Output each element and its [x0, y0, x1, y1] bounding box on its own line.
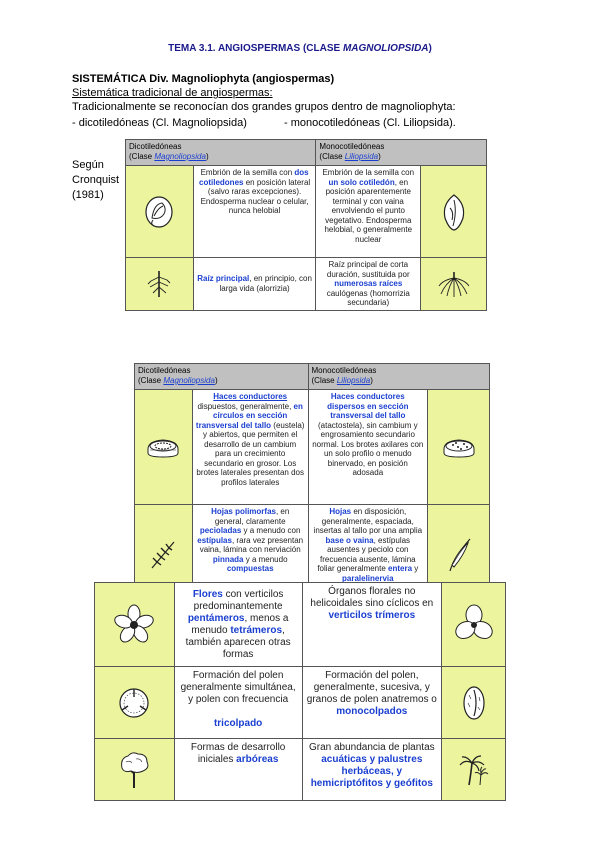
monocot-root-text: Raíz principal de corta duración, sustituida por numerosas raíces caulógenas (homorrizia secundaria) [316, 258, 421, 311]
dicot-vascular-text: Haces conductores dispuestos, generalmente, en círculos en sección transversal del tallo (eustela) y abiertos, que permiten el desarrollo de un cambium para un crecimiento secundario en grosor. Los brotes laterales presentan dos profilos laterales [192, 390, 308, 505]
monocot-seed-icon [421, 166, 487, 258]
dicot-header: Dicotiledóneas (Clase Magnoliopsida) [135, 364, 309, 390]
comparison-table-embryo-root [125, 139, 487, 311]
monocot-embryo-text: Embrión de la semilla con un solo cotiledón, en posición aparentemente terminal y con vaina envolviendo el punto vegetativo. Endosperma helobial, o generalmente nuclear [316, 166, 421, 258]
group-list [72, 116, 512, 130]
monocot-flower-text: Órganos florales no helicoidales sino cíclicos en verticilos trímeros [302, 583, 442, 667]
dicot-flower-text: Flores con verticilos predominantemente pentámeros, menos a menudo tetrámeros, también aparecen otras formas [174, 583, 302, 667]
dicot-seed-icon [126, 166, 194, 258]
tree-icon [95, 739, 175, 801]
monocot-list-item: - monocotiledóneas (Cl. Liliopsida). [284, 117, 456, 129]
liliopsida-link[interactable]: Liliopsida [336, 376, 371, 385]
dicot-header: Dicotiledóneas (Clase Magnoliopsida) [126, 140, 316, 166]
comparison-table-stem-leaf [134, 363, 490, 605]
side-label-line: Según [72, 159, 104, 171]
magnoliopsida-link[interactable]: Magnoliopsida [163, 376, 215, 385]
magnoliopsida-link[interactable]: Magnoliopsida [154, 152, 206, 161]
monocot-stem-section-icon [428, 390, 490, 505]
side-label-line: Cronquist [72, 174, 120, 186]
intro-text: Tradicionalmente se reconocían dos grandes grupos dentro de magnoliophyta: [72, 101, 456, 113]
dicot-stem-section-icon [135, 390, 193, 505]
liliopsida-link[interactable]: Liliopsida [344, 152, 379, 161]
monocot-header: Monocotiledóneas (Clase Liliopsida) [308, 364, 490, 390]
pentamerous-flower-icon [95, 583, 175, 667]
dicot-habit-text: Formas de desarrollo iniciales arbóreas [174, 739, 302, 801]
dicot-pollen-text: Formación del polen generalmente simultánea, y polen con frecuencia tricolpado [174, 667, 302, 739]
side-label [72, 158, 124, 203]
monocot-pollen-text: Formación del polen, generalmente, sucesiva, y granos de polen anatremos o monocolpados [302, 667, 442, 739]
taproot-icon [126, 258, 194, 311]
monocot-habit-text: Gran abundancia de plantas acuáticas y palustres herbáceas, y hemicriptófitos y geófitos [302, 739, 442, 801]
monocot-leaf-text: Hojas en disposición, generalmente, espaciada, insertas al tallo por una amplia base o vaina, estípulas ausentes y peciolo con frecuencia ausente, lámina foliar generalmente entera y paralelinervia [308, 505, 428, 605]
monocot-vascular-text: Haces conductores dispersos en sección transversal del tallo (atactostela), sin cambium y engrosamiento secundario normal. Los brotes axilares con un solo profilo o menudo binervado, en posición adosada [308, 390, 428, 505]
section-subheading: Sistemática tradicional de angiospermas: [72, 87, 273, 99]
comparison-table-flower-pollen-habit [94, 582, 506, 801]
dicot-leaf-text: Hojas polimorfas, en general, claramente pecioladas y a menudo con estípulas, rara vez presentan vaina, lámina con nerviación pinnada y a menudo compuestas [192, 505, 308, 605]
tricolpate-pollen-icon [95, 667, 175, 739]
dicot-root-text: Raíz principal, en principio, con larga vida (alorrizia) [193, 258, 316, 311]
trimerous-flower-icon [442, 583, 506, 667]
section-heading: SISTEMÁTICA Div. Magnoliophyta (angiospermas) [72, 73, 335, 85]
palm-icon [442, 739, 506, 801]
dicot-list-item: - dicotiledóneas (Cl. Magnoliopsida) [72, 117, 247, 129]
dicot-embryo-text: Embrión de la semilla con dos cotiledones en posición lateral (salvo raras excepciones). Endosperma nuclear o celular, nunca helobial [193, 166, 316, 258]
side-label-line: (1981) [72, 189, 104, 201]
monocot-header: Monocotiledóneas (Clase Liliopsida) [316, 140, 487, 166]
page-title: TEMA 3.1. ANGIOSPERMAS (CLASE MAGNOLIOPSIDA) [168, 43, 432, 54]
monocolpate-pollen-icon [442, 667, 506, 739]
fibrous-root-icon [421, 258, 487, 311]
